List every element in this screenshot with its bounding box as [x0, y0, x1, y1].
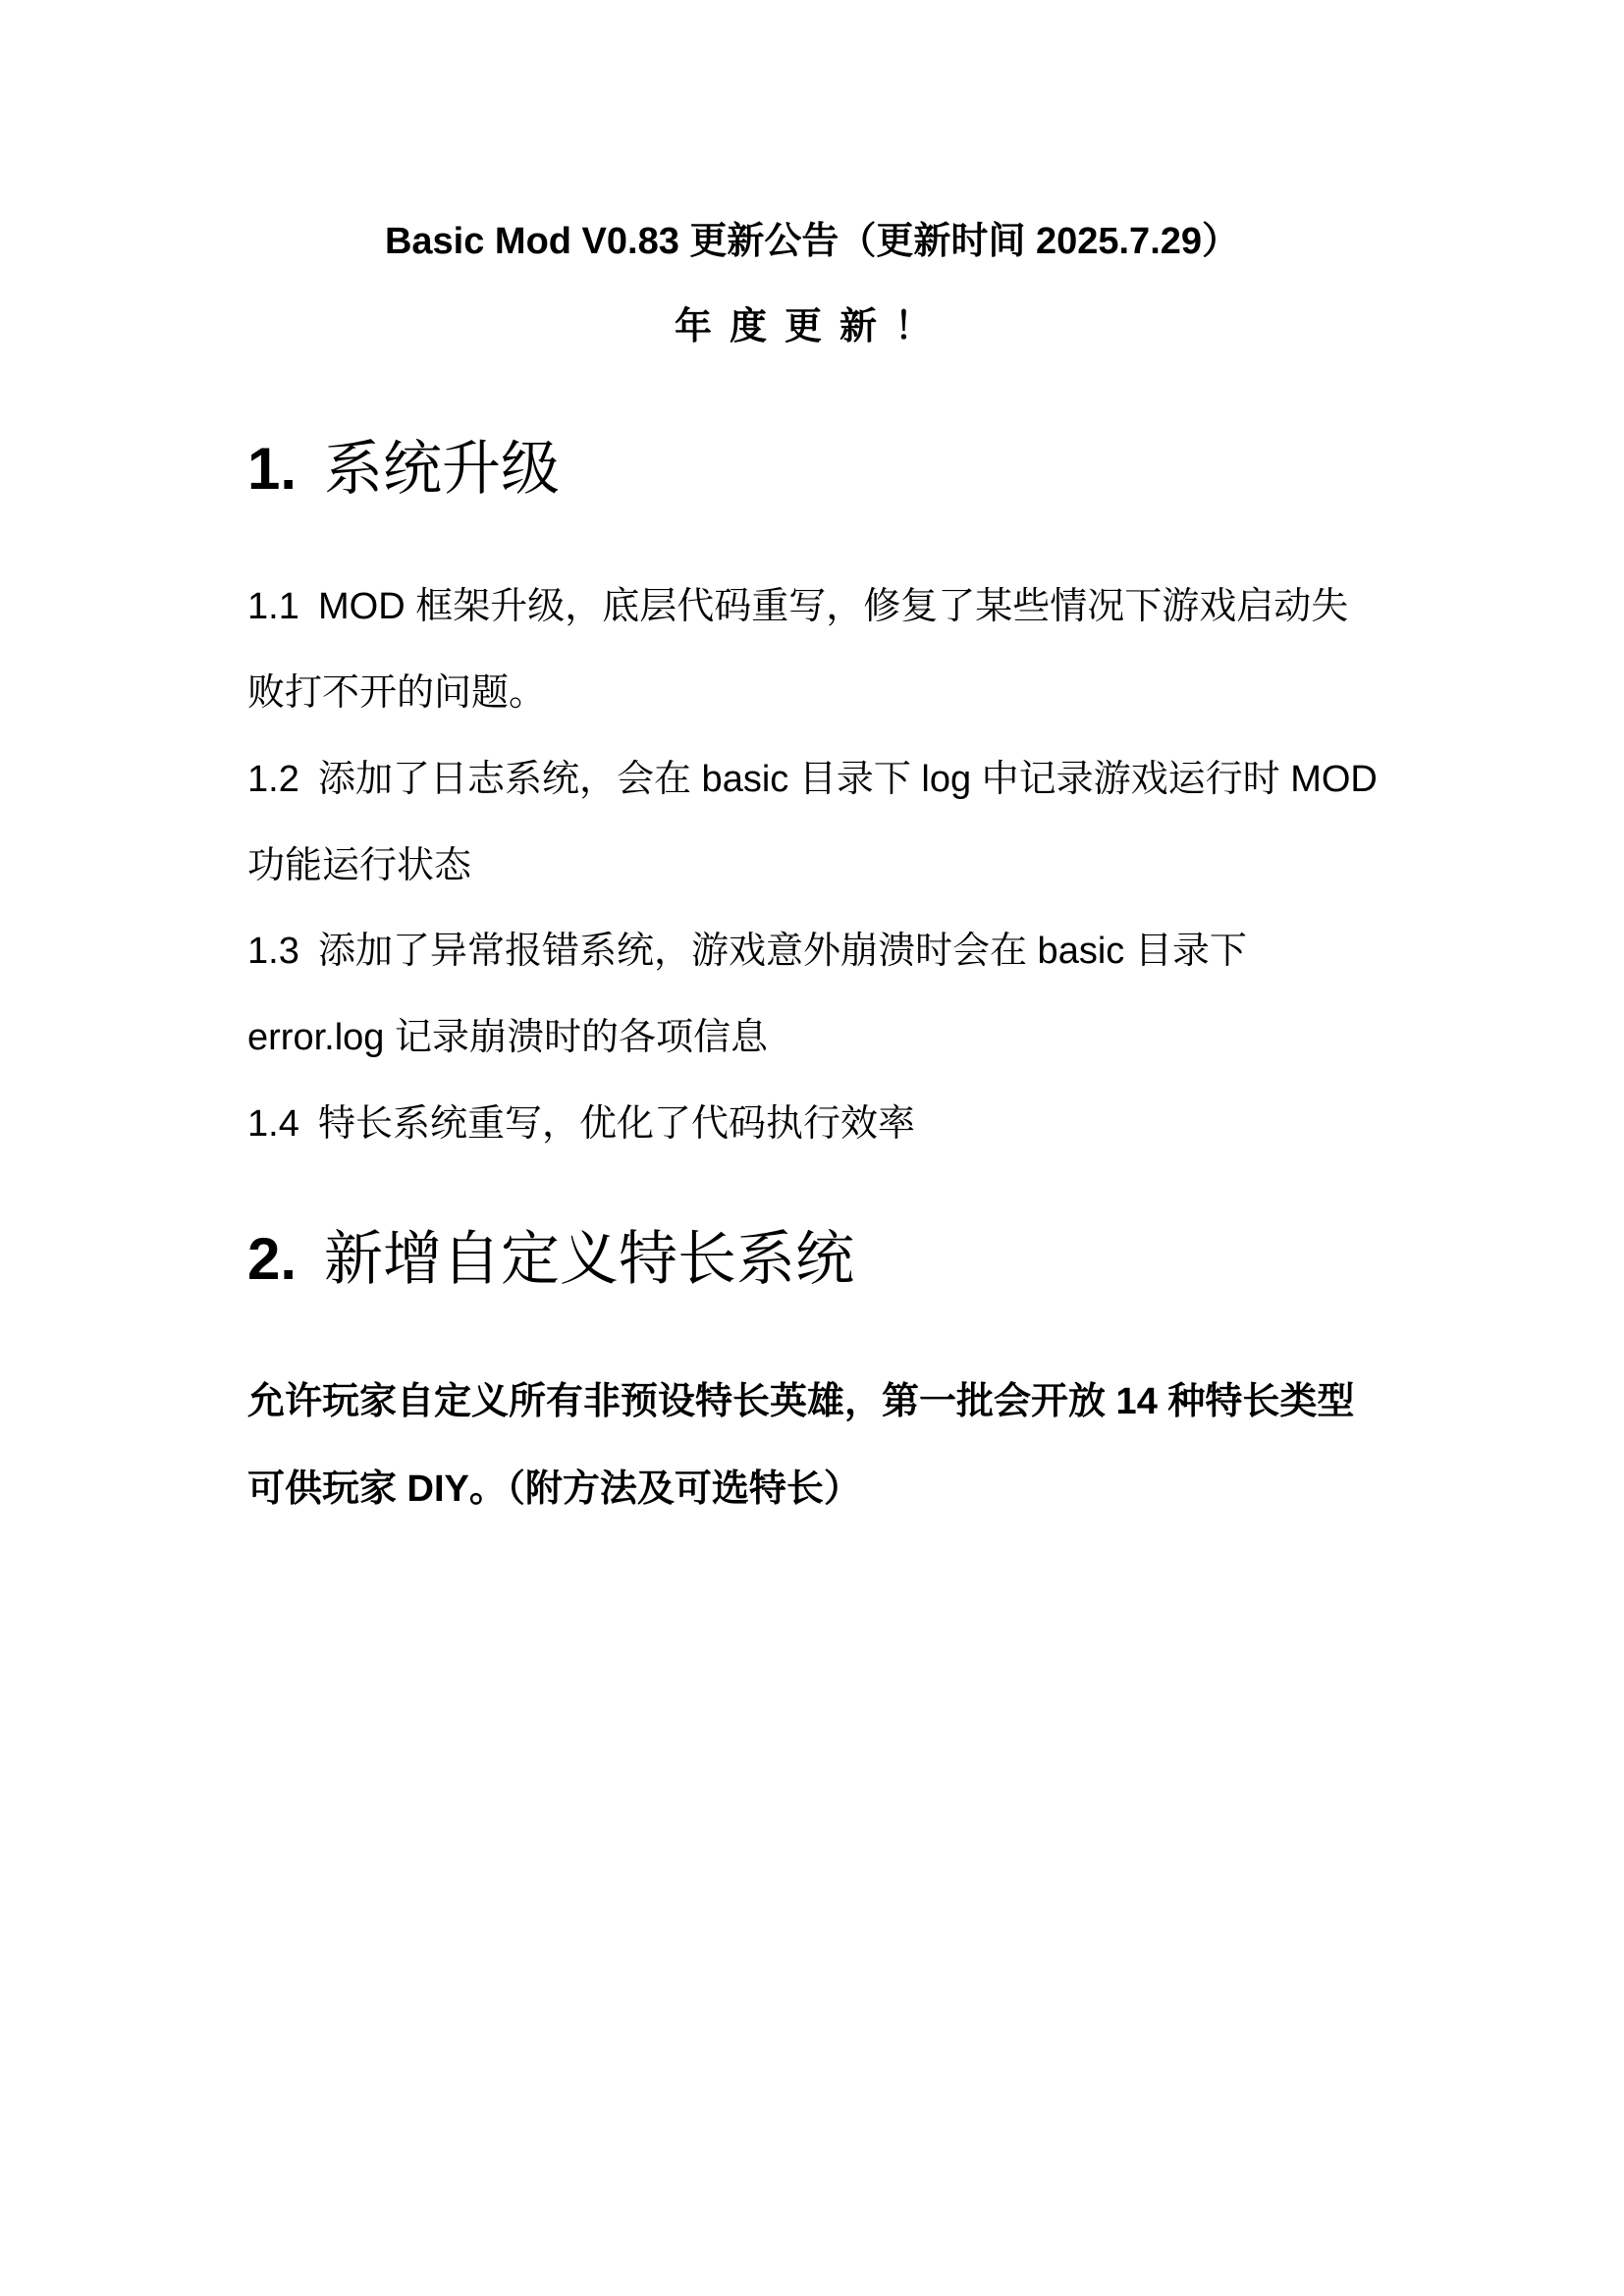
item-number: 1.3: [247, 931, 299, 972]
list-item-1-1-continued: [247, 666, 546, 721]
section-number: 1.: [247, 436, 298, 502]
item-number: 1.1: [247, 586, 299, 627]
item-text: 添加了异常报错系统，游戏意外崩溃时会在 basic 目录下: [318, 931, 1247, 972]
item-text: error.log 记录崩溃时的各项信息: [247, 1017, 768, 1058]
list-item-1-3-continued: [247, 1010, 768, 1065]
document-title: Basic Mod V0.83 更新公告（更新时间 2025.7.29）: [384, 221, 1240, 262]
section-heading-system-upgrade: [247, 430, 560, 508]
item-number: 1.4: [247, 1103, 299, 1145]
item-text: 添加了日志系统，会在 basic 目录下 log 中记录游戏运行时 MOD: [318, 759, 1378, 800]
section-heading-custom-specialty: [247, 1220, 854, 1299]
section-title: 系统升级: [324, 436, 560, 502]
document-subtitle: 年度更新！: [674, 306, 949, 347]
item-text: 特长系统重写，优化了代码执行效率: [318, 1103, 916, 1145]
list-item-1-4: [247, 1096, 915, 1151]
section-2-paragraph-line-2: 可供玩家 DIY。（附方法及可选特长）: [247, 1468, 861, 1510]
section-2-paragraph-line-1: 允许玩家自定义所有非预设特长英雄，第一批会开放 14 种特长类型: [247, 1381, 1355, 1422]
item-text: 败打不开的问题。: [247, 672, 547, 714]
list-item-1-1: [247, 579, 1348, 634]
item-text: MOD 框架升级，底层代码重写，修复了某些情况下游戏启动失: [318, 586, 1349, 627]
list-item-1-3: [247, 924, 1247, 979]
list-item-1-2: [247, 752, 1378, 807]
item-text: 功能运行状态: [247, 845, 472, 886]
section-number: 2.: [247, 1226, 298, 1292]
list-item-1-2-continued: [247, 838, 471, 893]
section-title: 新增自定义特长系统: [324, 1226, 854, 1292]
item-number: 1.2: [247, 759, 299, 800]
